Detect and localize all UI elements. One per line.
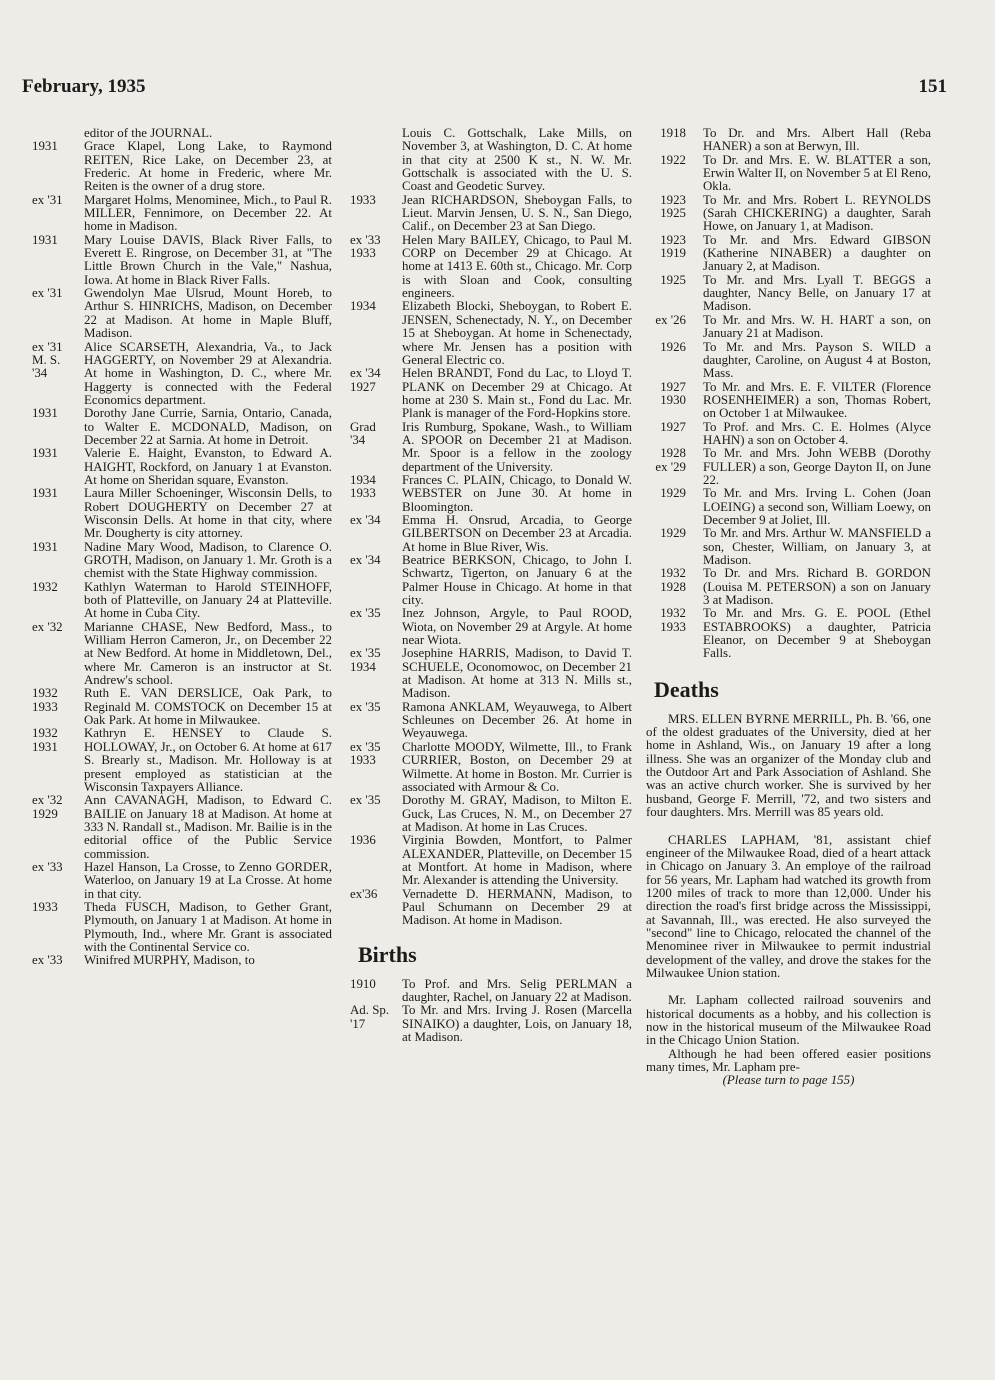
class-year: ex '34 — [350, 553, 381, 567]
marriage-list-left — [32, 140, 332, 967]
class-year: ex '35 — [350, 793, 381, 808]
marriage-entry — [32, 341, 332, 408]
continued-text: Louis C. Gottschalk, Lake Mills, on November 3, at Washington, D. C. At home in that city at 2500 K st., N. W. Mr. Gottschalk is associated with the U. S. Coast and Geodetic Survey. — [402, 126, 632, 194]
marriage-entry — [32, 447, 332, 487]
birth-entry — [646, 381, 931, 421]
entry-text: Margaret Holms, Menominee, Mich., to Paul R. MILLER, Fennimore, on December 22. At home in Madison. — [84, 192, 332, 234]
class-year: 1931 — [32, 232, 58, 247]
obituary-paragraph: Mr. Lapham collected railroad souvenirs and historical documents as a hobby, and his collection is now in the historical museum of the Milwaukee Road in the Chicago Union Station. — [646, 993, 931, 1048]
entry-text: Helen BRANDT, Fond du Lac, to Lloyd T. PLANK on December 29 at Chicago. At home at 230 S. Main st., Fond du Lac. Mr. Plank is manager of the Ford-Hopkins store. — [402, 366, 632, 421]
entry-text: To Mr. and Mrs. G. E. POOL (Ethel ESTABROOKS) a daughter, Patricia Eleanor, on December 9 at Sheboygan Falls. — [703, 606, 931, 661]
marriage-entry — [32, 861, 332, 901]
class-year: ex '31 M. S. '34 — [32, 339, 63, 381]
class-year: 1931 — [32, 139, 58, 154]
marriage-entry — [350, 647, 632, 700]
class-year: 1928 ex '29 — [655, 446, 686, 474]
marriage-entry — [32, 687, 332, 727]
marriage-entry — [350, 194, 632, 234]
marriage-entry — [32, 901, 332, 954]
entry-text: Kathlyn Waterman to Harold STEINHOFF, both of Platteville, on January 24 at Platteville. At home in Cuba City. — [84, 579, 332, 621]
birth-entry — [646, 567, 931, 607]
entry-text: Dorothy Jane Currie, Sarnia, Ontario, Canada, to Walter E. MCDONALD, Madison, on December 22 at Sarnia. At home in Detroit. — [84, 406, 332, 447]
class-year: 1929 — [660, 526, 686, 541]
column-right — [646, 127, 931, 1088]
class-year: ex '34 1927 — [350, 366, 381, 394]
class-year: 1931 — [32, 446, 58, 461]
births-heading: Births — [358, 941, 417, 967]
entry-text: Elizabeth Blocki, Sheboygan, to Robert E. JENSEN, Schenectady, N. Y., on December 15 at Sheboygan. At home in Schenectady, where Mr. Jensen has a position with General Electric co. — [402, 299, 632, 367]
entry-text: Marianne CHASE, New Bedford, Mass., to William Herron Cameron, Jr., on December 22 at New Bedford. At home in Middletown, Del., where Mr. Cameron is an instructor at St. Andrew's school. — [84, 619, 332, 688]
entry-text: Valerie E. Haight, Evanston, to Edward A. HAIGHT, Rockford, on January 1 at Evanston. At home on Sheridan square, Evanston. — [84, 446, 332, 487]
entry-text: To Mr. and Mrs. Robert L. REYNOLDS (Sarah CHICKERING) a daughter, Sarah Howe, on January 1, at Madison. — [703, 192, 931, 234]
class-year: 1933 — [32, 899, 58, 914]
entry-text: To Prof. and Mrs. Selig PERLMAN a daughter, Rachel, on January 22 at Madison. — [402, 976, 632, 1004]
class-year: Grad '34 — [350, 419, 376, 447]
class-year: ex '35 1934 — [350, 646, 381, 674]
birth-entry — [646, 487, 931, 527]
entry-text: To Prof. and Mrs. C. E. Holmes (Alyce HAHN) a son on October 4. — [703, 419, 931, 447]
entry-text: To Dr. and Mrs. E. W. BLATTER a son, Erwin Walter II, on November 5 at El Reno, Okla. — [703, 152, 931, 194]
class-year: 1927 — [660, 419, 686, 434]
marriage-entry — [350, 834, 632, 887]
class-year: ex '35 1933 — [350, 739, 381, 768]
marriage-entry — [32, 194, 332, 234]
class-year: 1933 — [350, 192, 376, 207]
entry-text: Grace Klapel, Long Lake, to Raymond REITEN, Rice Lake, on December 23, at Frederic. At home in Frederic, where Mr. Reiten is the owner of a drug store. — [84, 139, 332, 194]
entry-text: Theda FUSCH, Madison, to Gether Grant, Plymouth, on January 1 at Madison. At home in Plymouth, Ind., where Mr. Grant is associated with the Continental Service co. — [84, 899, 332, 954]
entry-text: Laura Miller Schoeninger, Wisconsin Dells, to Robert DOUGHERTY on December 27 at Wisconsin Dells. At home in that city, where Mr. Dougherty is city attorney. — [84, 486, 332, 541]
marriage-entry — [32, 727, 332, 794]
entry-text: Beatrice BERKSON, Chicago, to John I. Schwartz, Tigerton, on January 6 at the Palmer House in Chicago. At home in that city. — [402, 553, 632, 608]
entry-text: To Mr. and Mrs. Arthur W. MANSFIELD a son, Chester, William, on January 3, at Madison. — [703, 526, 931, 567]
entry-text: Iris Rumburg, Spokane, Wash., to William A. SPOOR on December 21 at Madison. Mr. Spoor is a fellow in the zoology department of the University. — [402, 419, 632, 474]
birth-entry — [646, 314, 931, 341]
marriage-entry — [32, 234, 332, 287]
class-year: 1926 — [660, 339, 686, 354]
class-year: ex '32 — [32, 619, 63, 634]
class-year: 1931 — [32, 406, 58, 421]
class-year: 1931 — [32, 486, 58, 501]
marriage-list-middle — [350, 194, 632, 928]
birth-entry — [646, 421, 931, 448]
class-year: 1923 1919 — [660, 232, 686, 261]
birth-entry — [646, 234, 931, 274]
entry-text: Ramona ANKLAM, Weyauwega, to Albert Schleunes on December 26. At home in Weyauwega. — [402, 699, 632, 741]
entry-text: Kathryn E. HENSEY to Claude S. HOLLOWAY, Jr., on October 6. At home at 617 S. Brearly st., Madison. Mr. Holloway is at present employed as statistician at the Wisconsin Taxpayers Alliance. — [84, 726, 332, 794]
marriage-entry — [32, 954, 332, 967]
marriage-entry — [32, 581, 332, 621]
class-year: 1929 — [660, 486, 686, 501]
entry-text: To Mr. and Mrs. Irving J. Rosen (Marcella SINAIKO) a daughter, Lois, on January 18, at Madison. — [402, 1003, 632, 1044]
birth-entry — [646, 527, 931, 567]
entry-text: Inez Johnson, Argyle, to Paul ROOD, Wiota, on November 29 at Argyle. At home near Wiota. — [402, 606, 632, 648]
marriage-entry — [350, 888, 632, 928]
birth-entry — [350, 1004, 632, 1044]
entry-text: To Mr. and Mrs. Irving L. Cohen (Joan LOEING) a second son, William Loewy, on December 9 at Joliet, Ill. — [703, 486, 931, 527]
class-year: ex '31 — [32, 286, 63, 301]
entry-text: Vernadette D. HERMANN, Madison, to Paul Schumann on December 29 at Madison. At home in Madison. — [402, 886, 632, 928]
class-year: 1936 — [350, 833, 376, 848]
class-year: 1932 1933 — [32, 686, 58, 714]
marriage-entry — [32, 487, 332, 540]
entry-text: To Mr. and Mrs. W. H. HART a son, on January 21 at Madison. — [703, 312, 931, 341]
entry-text: Mary Louise DAVIS, Black River Falls, to Everett E. Ringrose, on December 31, at "The Little Brown Church in the Vale," Nashua, Iowa. At home in Black River Falls. — [84, 232, 332, 287]
birth-entry — [646, 127, 931, 154]
marriage-entry — [32, 407, 332, 447]
entry-text: Alice SCARSETH, Alexandria, Va., to Jack HAGGERTY, on November 29 at Alexandria. At home in Washington, D. C., where Mr. Haggerty is connected with the Federal Economics department. — [84, 339, 332, 407]
birth-entry — [646, 447, 931, 487]
class-year: ex '33 1933 — [350, 232, 381, 261]
class-year: 1934 1933 — [350, 472, 376, 501]
class-year: Ad. Sp. '17 — [350, 1003, 390, 1031]
continued-note: (Please turn to page 155) — [722, 1073, 855, 1088]
births-list-middle — [350, 978, 632, 1045]
marriage-entry — [350, 701, 632, 741]
entry-text: Gwendolyn Mae Ulsrud, Mount Horeb, to Arthur S. HINRICHS, Madison, on December 22 at Madison. At home in Maple Bluff, Madison. — [84, 286, 332, 341]
class-year: ex '35 — [350, 606, 381, 621]
class-year: ex '35 — [350, 699, 381, 714]
page-header — [22, 76, 973, 106]
class-year: 1927 1930 — [660, 379, 686, 407]
entry-text: Virginia Bowden, Montfort, to Palmer ALEXANDER, Platteville, on December 15 at Montfort. At home in Madison, where Mr. Alexander is attending the University. — [402, 833, 632, 888]
class-year: 1925 — [660, 272, 686, 287]
marriage-entry — [32, 287, 332, 340]
birth-entry — [646, 607, 931, 660]
page-number: 151 — [918, 76, 947, 97]
marriage-entry — [32, 541, 332, 581]
class-year: 1934 — [350, 299, 376, 314]
entry-text: Winifred MURPHY, Madison, to — [84, 953, 255, 968]
class-year: 1923 1925 — [660, 192, 686, 221]
class-year: 1932 — [32, 579, 58, 594]
obituary-paragraph: Although he had been offered easier positions many times, Mr. Lapham pre- — [646, 1046, 931, 1074]
marriage-entry — [350, 741, 632, 794]
class-year: 1918 — [660, 126, 686, 140]
class-year: ex '32 1929 — [32, 793, 63, 821]
entry-text: Charlotte MOODY, Wilmette, Ill., to Frank CURRIER, Boston, on December 29 at Wilmette. At home in Boston. Mr. Currier is associated with Armour & Co. — [402, 739, 632, 794]
deaths-heading: Deaths — [654, 676, 719, 702]
marriage-entry — [350, 794, 632, 834]
issue-date: February, 1935 — [22, 76, 146, 97]
entry-text: Ann CAVANAGH, Madison, to Edward C. BAILIE on January 18 at Madison. At home at 333 N. Randall st., Madison. Mr. Bailie is in the editorial office of the Public Service commission. — [84, 793, 332, 861]
class-year: ex '31 — [32, 192, 63, 207]
birth-entry — [646, 341, 931, 381]
entry-text: To Mr. and Mrs. John WEBB (Dorothy FULLER) a son, George Dayton II, on June 22. — [703, 446, 931, 487]
entry-text: Ruth E. VAN DERSLICE, Oak Park, to Reginald M. COMSTOCK on December 15 at Oak Park. At home in Milwaukee. — [84, 686, 332, 728]
class-year: 1932 1928 — [660, 566, 686, 594]
class-year: 1932 1933 — [660, 606, 686, 634]
class-year: ex '34 — [350, 512, 381, 527]
deaths-list — [646, 713, 931, 1075]
entry-text: To Mr. and Mrs. Edward GIBSON (Katherine NINABER) a daughter on January 2, at Madison. — [703, 232, 931, 274]
entry-text: Emma H. Onsrud, Arcadia, to George GILBERTSON on December 23 at Arcadia. At home in Blue River, Wis. — [402, 512, 632, 554]
birth-entry — [646, 274, 931, 314]
marriage-entry — [350, 234, 632, 301]
entry-text: To Dr. and Mrs. Richard B. GORDON (Louisa M. PETERSON) a son on January 3 at Madison. — [703, 566, 931, 608]
entry-text: Hazel Hanson, La Crosse, to Zenno GORDER, Waterloo, on January 19 at La Crosse. At home in that city. — [84, 859, 332, 901]
birth-entry — [350, 978, 632, 1005]
marriage-entry — [350, 300, 632, 367]
marriage-entry — [350, 367, 632, 420]
marriage-entry — [350, 554, 632, 607]
entry-text: To Mr. and Mrs. E. F. VILTER (Florence ROSENHEIMER) a son, Thomas Robert, on October 1 at Milwaukee. — [703, 379, 931, 421]
class-year: 1910 — [350, 976, 376, 991]
class-year: 1931 — [32, 539, 58, 554]
marriage-entry — [32, 140, 332, 193]
entry-text: Jean RICHARDSON, Sheboygan Falls, to Lieut. Marvin Jensen, U. S. N., San Diego, Calif., on December 23 at San Diego. — [402, 192, 632, 234]
class-year: ex'36 — [350, 886, 378, 901]
marriage-entry — [350, 421, 632, 474]
class-year: 1932 1931 — [32, 726, 58, 754]
class-year: ex '26 — [655, 312, 686, 327]
column-middle — [350, 127, 632, 1044]
obituary-paragraph: MRS. ELLEN BYRNE MERRILL, Ph. B. '66, one of the oldest graduates of the University, died at her home in Ashland, Wis., on January 19 after a long illness. She was an organizer of the Monday club and the Outdoor Art and Park Association of Ashland. She was an active church worker. She is survived by her husband, George F. Merrill, '72, and two sisters and four daughters. Mrs. Merrill was 85 years old. — [646, 711, 932, 820]
entry-text: To Dr. and Mrs. Albert Hall (Reba HANER) a son at Berwyn, Ill. — [703, 126, 931, 154]
class-year: ex '33 — [32, 953, 63, 968]
marriage-entry — [350, 474, 632, 514]
entry-text: Helen Mary BAILEY, Chicago, to Paul M. CORP on December 29 at Chicago. At home at 1413 E. 60th st., Chicago. Mr. Corp is with Sloan and Cook, consulting engineers. — [402, 232, 632, 301]
class-year: ex '33 — [32, 859, 63, 874]
birth-entry — [646, 154, 931, 194]
births-list-right — [646, 127, 931, 661]
entry-text: Josephine HARRIS, Madison, to David T. SCHUELE, Oconomowoc, on December 21 at Madison. At home at 313 N. Mills st., Madison. — [402, 646, 632, 701]
column-left — [32, 127, 332, 968]
marriage-entry — [32, 794, 332, 861]
obituary-paragraph: CHARLES LAPHAM, '81, assistant chief engineer of the Milwaukee Road, died of a heart attack in Chicago on January 3. An employe of the railroad for 56 years, Mr. Lapham had watched its growth from 1200 miles of track to more than 12,000. Under his direction the road's first bridge across the Mississippi, at Savannah, Ill., was erected. He also surveyed the "second" line to Chicago, relocated the channel of the Menominee river in Milwaukee to permit industrial development of the valley, and drove the stakes for the Milwaukee Union station. — [646, 832, 931, 980]
entry-text: To Mr. and Mrs. Lyall T. BEGGS a daughter, Nancy Belle, on January 17 at Madison. — [703, 272, 931, 314]
marriage-entry — [350, 514, 632, 554]
entry-text: Nadine Mary Wood, Madison, to Clarence O. GROTH, Madison, on January 1. Mr. Groth is a chemist with the State Highway commission. — [84, 539, 332, 581]
marriage-entry — [350, 607, 632, 647]
entry-text: To Mr. and Mrs. Payson S. WILD a daughter, Caroline, on August 4 at Boston, Mass. — [703, 339, 931, 381]
marriage-entry — [32, 621, 332, 688]
class-year: 1922 — [660, 152, 686, 167]
entry-text: Dorothy M. GRAY, Madison, to Milton E. Guck, Las Cruces, N. M., on December 27 at Madison. At home in Las Cruces. — [402, 793, 632, 834]
birth-entry — [646, 194, 931, 234]
entry-text: Frances C. PLAIN, Chicago, to Donald W. WEBSTER on June 30. At home in Bloomington. — [402, 472, 632, 514]
continued-text: editor of the JOURNAL. — [84, 126, 213, 140]
